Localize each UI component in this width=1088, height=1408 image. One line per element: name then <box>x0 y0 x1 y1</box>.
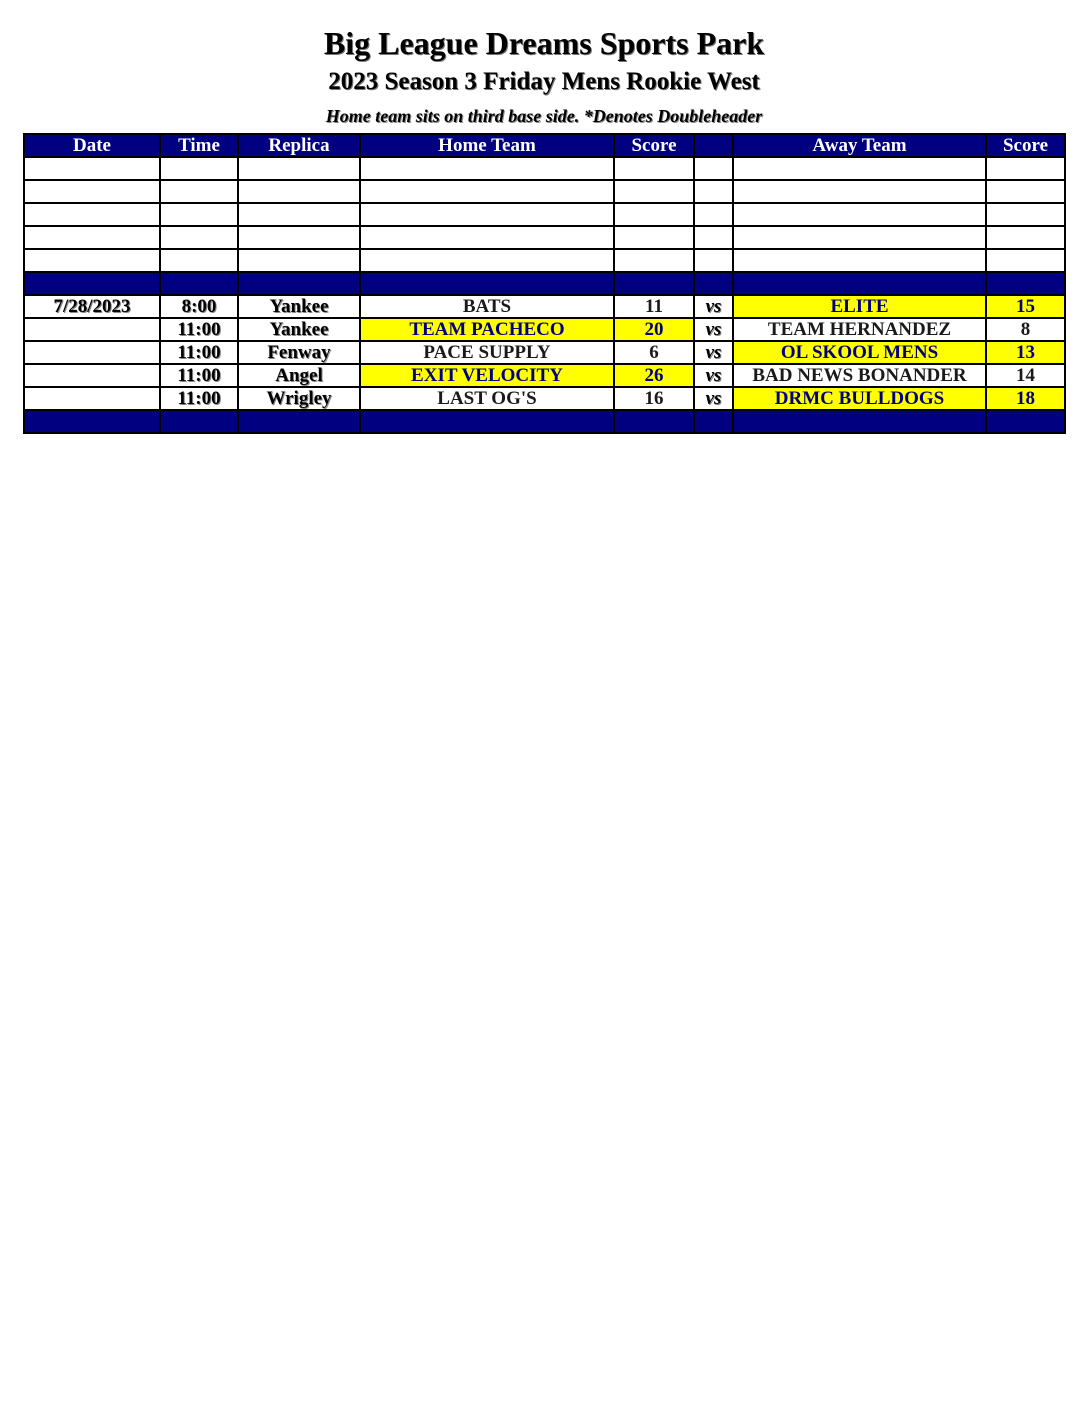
game-replica: Fenway <box>238 341 360 364</box>
empty-cell <box>694 226 733 249</box>
divider-row <box>24 410 1065 433</box>
divider-cell <box>614 272 694 295</box>
empty-cell <box>614 203 694 226</box>
empty-cell <box>360 157 614 180</box>
empty-cell <box>238 226 360 249</box>
away-team: OL SKOOL MENS <box>733 341 986 364</box>
empty-cell <box>238 157 360 180</box>
empty-cell <box>733 249 986 272</box>
game-date <box>24 364 160 387</box>
empty-cell <box>238 249 360 272</box>
empty-cell <box>24 157 160 180</box>
divider-cell <box>160 410 238 433</box>
vs-label: vs <box>694 341 733 364</box>
home-score: 26 <box>614 364 694 387</box>
empty-cell <box>614 249 694 272</box>
page-note: Home team sits on third base side. *Denotes Doubleheader <box>325 106 763 126</box>
empty-cell <box>694 203 733 226</box>
divider-cell <box>360 272 614 295</box>
vs-label: vs <box>694 295 733 318</box>
empty-row <box>24 157 1065 180</box>
empty-cell <box>986 249 1065 272</box>
away-score: 18 <box>986 387 1065 410</box>
game-replica: Angel <box>238 364 360 387</box>
home-score: 20 <box>614 318 694 341</box>
empty-cell <box>360 180 614 203</box>
game-replica: Yankee <box>238 318 360 341</box>
empty-cell <box>238 203 360 226</box>
empty-cell <box>360 249 614 272</box>
empty-cell <box>986 180 1065 203</box>
empty-cell <box>733 226 986 249</box>
empty-cell <box>694 157 733 180</box>
empty-cell <box>614 226 694 249</box>
column-header-home-score: Score <box>614 134 694 157</box>
away-score: 15 <box>986 295 1065 318</box>
column-header-vs <box>694 134 733 157</box>
divider-cell <box>614 410 694 433</box>
divider-cell <box>24 410 160 433</box>
away-score: 8 <box>986 318 1065 341</box>
divider-cell <box>238 410 360 433</box>
column-header-away-team: Away Team <box>733 134 986 157</box>
divider-cell <box>360 410 614 433</box>
game-time: 11:00 <box>160 318 238 341</box>
empty-row <box>24 180 1065 203</box>
home-score: 6 <box>614 341 694 364</box>
divider-cell <box>986 410 1065 433</box>
away-team: ELITE <box>733 295 986 318</box>
home-team: PACE SUPPLY <box>360 341 614 364</box>
empty-cell <box>986 157 1065 180</box>
divider-row <box>24 272 1065 295</box>
game-row <box>24 387 1065 410</box>
empty-cell <box>694 180 733 203</box>
divider-cell <box>986 272 1065 295</box>
empty-cell <box>614 157 694 180</box>
empty-cell <box>160 249 238 272</box>
empty-cell <box>694 249 733 272</box>
divider-cell <box>694 272 733 295</box>
away-team: TEAM HERNANDEZ <box>733 318 986 341</box>
game-time: 11:00 <box>160 341 238 364</box>
page-subtitle: 2023 Season 3 Friday Mens Rookie West <box>328 68 760 95</box>
divider-cell <box>733 410 986 433</box>
divider-cell <box>694 410 733 433</box>
home-score: 11 <box>614 295 694 318</box>
game-date <box>24 341 160 364</box>
vs-label: vs <box>694 364 733 387</box>
empty-cell <box>24 249 160 272</box>
empty-cell <box>160 226 238 249</box>
column-header-home-team: Home Team <box>360 134 614 157</box>
column-header-time: Time <box>160 134 238 157</box>
home-score: 16 <box>614 387 694 410</box>
empty-cell <box>24 226 160 249</box>
schedule-table <box>23 133 1066 434</box>
empty-cell <box>160 203 238 226</box>
empty-cell <box>238 180 360 203</box>
game-row <box>24 364 1065 387</box>
divider-cell <box>238 272 360 295</box>
game-row <box>24 341 1065 364</box>
empty-cell <box>733 203 986 226</box>
game-row <box>24 318 1065 341</box>
empty-cell <box>614 180 694 203</box>
game-date: 7/28/2023 <box>24 295 160 318</box>
game-row <box>24 295 1065 318</box>
home-team: TEAM PACHECO <box>360 318 614 341</box>
empty-cell <box>160 180 238 203</box>
empty-cell <box>986 203 1065 226</box>
game-time: 11:00 <box>160 364 238 387</box>
home-team: BATS <box>360 295 614 318</box>
empty-cell <box>24 203 160 226</box>
empty-cell <box>24 180 160 203</box>
home-team: LAST OG'S <box>360 387 614 410</box>
away-score: 14 <box>986 364 1065 387</box>
empty-row <box>24 249 1065 272</box>
divider-cell <box>24 272 160 295</box>
empty-cell <box>360 203 614 226</box>
empty-cell <box>360 226 614 249</box>
game-replica: Wrigley <box>238 387 360 410</box>
column-header-date: Date <box>24 134 160 157</box>
game-time: 11:00 <box>160 387 238 410</box>
empty-cell <box>986 226 1065 249</box>
vs-label: vs <box>694 318 733 341</box>
away-score: 13 <box>986 341 1065 364</box>
game-date <box>24 318 160 341</box>
divider-cell <box>160 272 238 295</box>
divider-cell <box>733 272 986 295</box>
game-time: 8:00 <box>160 295 238 318</box>
empty-cell <box>733 157 986 180</box>
vs-label: vs <box>694 387 733 410</box>
game-replica: Yankee <box>238 295 360 318</box>
away-team: BAD NEWS BONANDER <box>733 364 986 387</box>
home-team: EXIT VELOCITY <box>360 364 614 387</box>
game-date <box>24 387 160 410</box>
empty-cell <box>733 180 986 203</box>
empty-cell <box>160 157 238 180</box>
empty-row <box>24 226 1065 249</box>
column-header-away-score: Score <box>986 134 1065 157</box>
column-header-replica: Replica <box>238 134 360 157</box>
empty-row <box>24 203 1065 226</box>
header-row <box>24 134 1065 157</box>
away-team: DRMC BULLDOGS <box>733 387 986 410</box>
page-title: Big League Dreams Sports Park <box>323 25 765 61</box>
